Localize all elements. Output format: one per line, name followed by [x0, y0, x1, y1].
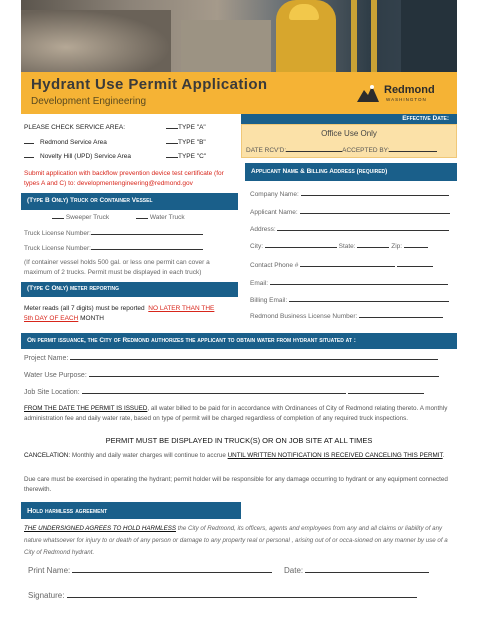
truck-license-2-field[interactable]: [91, 249, 203, 250]
due-care-paragraph: Due care must be exercised in operating the hydrant; permit holder will be responsible for any damage occurring to hydrant or any equipment connected therewith.: [24, 476, 448, 493]
truck-license-1-label: Truck License Number:: [24, 230, 91, 237]
date-received-label: DATE RCV'D:: [246, 147, 287, 154]
type-b-checkbox[interactable]: [166, 143, 178, 144]
title-band: [21, 72, 457, 114]
type-b-heading: (Type B Only) Truck or Container Vessel: [27, 197, 153, 204]
billing-email-field[interactable]: [289, 301, 449, 302]
issuance-heading: On permit issuance, the City of Redmond authorizes the applicant to obtain water from hydrant situated at :: [27, 337, 356, 344]
address-label: Address:: [250, 226, 276, 233]
project-name-label: Project Name:: [24, 355, 69, 362]
service-area-section: [24, 124, 238, 168]
email-label: Email:: [250, 280, 269, 287]
zip-field[interactable]: [404, 247, 428, 248]
truck-license-2-label: Truck License Number:: [24, 245, 91, 252]
signature-field[interactable]: [67, 597, 417, 598]
contact-phone-label: Contact Phone #: [250, 262, 299, 269]
city-field[interactable]: [265, 247, 337, 248]
backflow-notice: Submit application with backflow prevention device test certificate (for types A and C) to: developmentengineering@redmond.gov: [24, 170, 224, 187]
accepted-by-field[interactable]: [389, 151, 437, 152]
meter-report-text: Meter reads (all 7 digits) must be reported NO LATER THAN THE 5th DAY OF EACH MONTH: [24, 305, 215, 322]
job-site-location-field[interactable]: [82, 393, 346, 394]
type-b-section: [24, 212, 238, 282]
billing-email-label: Billing Email:: [250, 297, 288, 304]
logo-name: Redmond: [384, 84, 435, 96]
office-use-title: Office Use Only: [321, 129, 377, 138]
applicant-name-label: Applicant Name:: [250, 209, 298, 216]
type-a-checkbox[interactable]: [166, 128, 178, 129]
applicant-heading-bar: [245, 163, 457, 181]
hold-harmless-heading-bar: [21, 502, 241, 519]
date-field[interactable]: [305, 572, 429, 573]
type-c-checkbox[interactable]: [166, 157, 178, 158]
signature-label: Signature:: [28, 591, 65, 600]
sweeper-truck-checkbox[interactable]: [52, 218, 64, 219]
job-site-location-label: Job Site Location:: [24, 389, 80, 396]
type-b-heading-bar: [21, 193, 238, 210]
water-use-purpose-label: Water Use Purpose:: [24, 372, 87, 379]
truck-license-1-field[interactable]: [91, 234, 203, 235]
project-name-field[interactable]: [70, 359, 438, 360]
water-truck-label: Water Truck: [149, 214, 185, 221]
office-use-box: [241, 124, 457, 158]
applicant-section: [250, 189, 457, 324]
page-subtitle: Development Engineering: [31, 96, 147, 107]
company-name-label: Company Name:: [250, 191, 299, 198]
display-notice: PERMIT MUST BE DISPLAYED IN TRUCK(S) OR ON JOB SITE AT ALL TIMES: [105, 436, 373, 445]
contact-phone-field[interactable]: [300, 266, 395, 267]
water-truck-checkbox[interactable]: [136, 218, 148, 219]
applicant-name-field[interactable]: [300, 213, 450, 214]
contact-phone-ext-field[interactable]: [397, 266, 433, 267]
redmond-area-checkbox[interactable]: [24, 143, 34, 144]
signature-section: [28, 566, 454, 606]
logo-sub: WASHINGTON: [386, 97, 427, 102]
address-field[interactable]: [277, 230, 449, 231]
effective-date-strip: [241, 114, 457, 124]
issuance-section: [24, 355, 454, 401]
state-field[interactable]: [357, 247, 389, 248]
type-b-label: TYPE "B": [178, 139, 206, 146]
hold-harmless-text: THE UNDERSIGNED AGREES TO HOLD HARMLESS the City of Redmond, its officers, agents and employees from any and all claims or liability of any nature whatsoever for injury to or death of any person or damage to any property real or personal , arising out of or occa-sioned on any manner by use of a City of Redmond hydrant.: [24, 525, 448, 556]
type-c-heading: (Type C Only) meter reporting: [27, 285, 120, 292]
hold-harmless-heading: Hold harmless agreement: [27, 506, 108, 515]
page-title: Hydrant Use Permit Application: [31, 76, 268, 93]
redmond-area-label: Redmond Service Area: [40, 139, 107, 146]
company-name-field[interactable]: [301, 195, 449, 196]
date-received-field[interactable]: [286, 151, 342, 152]
business-license-field[interactable]: [359, 317, 443, 318]
novelty-area-checkbox[interactable]: [24, 157, 34, 158]
sweeper-truck-label: Sweeper Truck: [65, 214, 110, 221]
type-c-heading-bar: [21, 282, 238, 297]
job-site-location-field-2[interactable]: [348, 393, 424, 394]
date-label: Date:: [284, 566, 304, 575]
zip-label: Zip:: [391, 243, 403, 250]
cancelation-paragraph: CANCELATION: Monthly and daily water charges will continue to accrue UNTIL WRITTEN NOTIFICATION IS RECEIVED CANCELING THIS PERMIT.: [24, 452, 445, 459]
accepted-by-label: ACCEPTED BY:: [342, 147, 390, 154]
email-field[interactable]: [270, 284, 448, 285]
business-license-label: Redmond Business License Number:: [250, 313, 358, 320]
issuance-heading-bar: [21, 333, 457, 349]
type-a-label: TYPE "A": [178, 124, 206, 131]
type-c-label: TYPE "C": [178, 153, 207, 160]
redmond-logo: [355, 78, 455, 108]
print-name-field[interactable]: [72, 572, 272, 573]
state-label: State:: [338, 243, 356, 250]
city-label: City:: [250, 243, 263, 250]
billing-paragraph: FROM THE DATE THE PERMIT IS ISSUED, all water billed to be paid for in accordance with Ordinances of City of Redmond relating thereto. A monthly administration fee and daily water rate, based on type of permit will be charged regardless of completion of any required truck inspections.: [24, 405, 448, 422]
effective-date-label: Effective Date:: [402, 115, 449, 122]
novelty-area-label: Novelty Hill (UPD) Service Area: [40, 153, 132, 160]
print-name-label: Print Name:: [28, 566, 71, 575]
service-area-heading: PLEASE CHECK SERVICE AREA:: [24, 124, 126, 131]
applicant-heading: Applicant Name & Billing Address (required): [251, 168, 388, 175]
redmond-logo-icon: [355, 80, 381, 106]
submission-email[interactable]: developmentengineering@redmond.gov: [77, 180, 193, 187]
container-note: (If container vessel holds 500 gal. or less one permit can cover a maximum of 2 trucks. Permit must be displayed in each truck): [24, 259, 210, 276]
water-use-purpose-field[interactable]: [89, 376, 439, 377]
header-photo: [21, 0, 457, 72]
